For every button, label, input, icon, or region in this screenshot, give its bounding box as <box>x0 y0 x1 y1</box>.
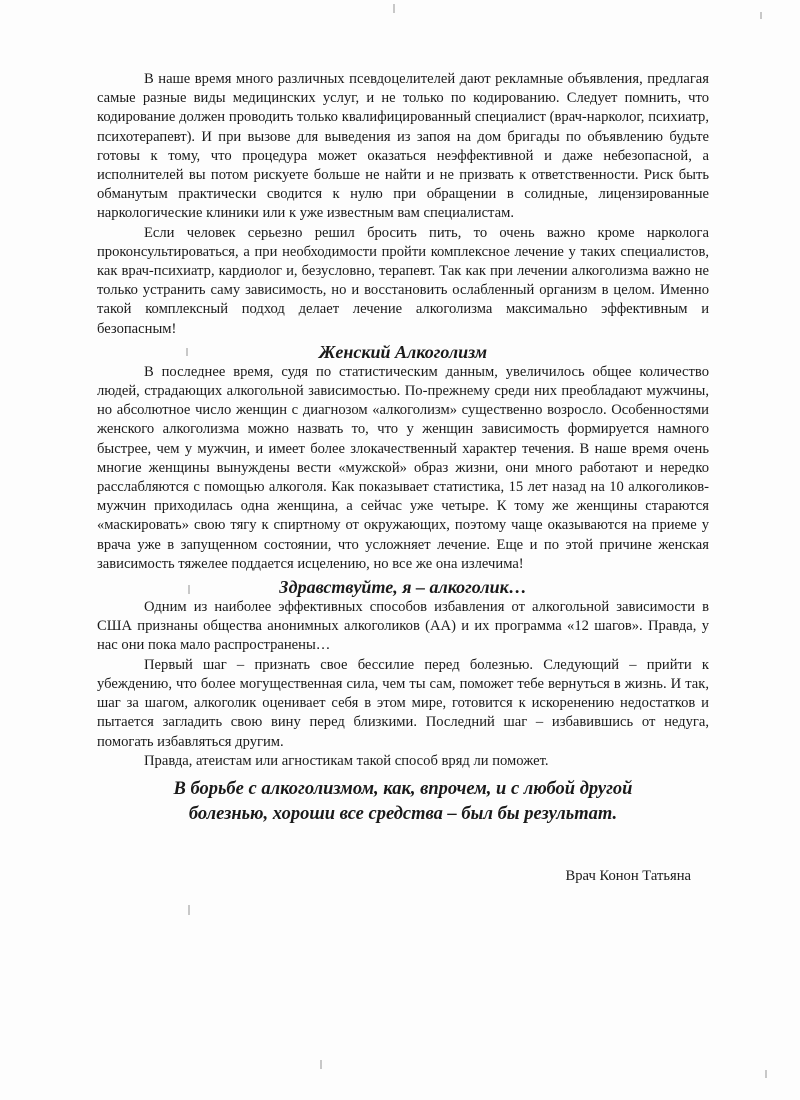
heading-women-alcoholism: Женский Алкоголизм <box>318 341 488 362</box>
scan-speck <box>188 905 190 915</box>
heading-aa: Здравствуйте, я – алкоголик… <box>279 577 527 598</box>
scan-speck <box>765 1070 767 1078</box>
author-signature: Врач Конон Татьяна <box>565 867 691 884</box>
paragraph-intro-1: В наше время много различных псевдоцелителей дают рекламные объявления, предлагая самые разные виды медицинских услуг, и не только по кодированию. Следует помнить, что кодирование должен проводить только квалифицированный специалист (врач-нарколог, психиатр, психотерапевт). И при вызове для выведения из запоя на дом бригады по объявлению будьте готовы к тому, что процедура может оказаться неэффективной и даже небезопасной, а исполнителей вы потом рискуете больше не найти и не призвать к ответственности. Риск быть обманутым практически сводится к нулю при обращении в солидные, лицензированные наркологические клиники или к уже известным вам специалистам. <box>97 71 709 222</box>
scan-speck <box>320 1060 322 1069</box>
conclusion-line-1: В борьбе с алкоголизмом, как, впрочем, и с любой другой <box>173 778 633 799</box>
conclusion-line-2: болезнью, хороши все средства – был бы результат. <box>188 803 618 824</box>
paragraph-aa-1: Одним из наиболее эффективных способов избавления от алкогольной зависимости в США признаны общества анонимных алкоголиков (АА) и их программа «12 шагов». Правда, у нас они пока мало распространены… <box>97 599 709 654</box>
scan-speck <box>760 12 762 19</box>
scan-speck <box>393 4 395 13</box>
conclusion <box>97 777 709 827</box>
paragraph-women: В последнее время, судя по статистическим данным, увеличилось общее количество людей, страдающих алкогольной зависимостью. По-прежнему среди них преобладают мужчины, но абсолютное число женщин с диагнозом «алкоголизм» существенно возросло. Особенностями женского алкоголизма можно назвать то, что у женщин зависимость формируется намного быстрее, чем у мужчин, и имеет более злокачественный характер течения. В наше время очень многие женщины вынуждены вести «мужской» образ жизни, они много работают и нередко расслабляются с помощью алкоголя. Как показывает статистика, 15 лет назад на 10 алкоголиков-мужчин приходилась одна женщина, а сейчас уже четыре. К тому же женщины стараются «маскировать» свою тягу к спиртному от окружающих, поэтому чаще оказываются на приеме у врача уже в запущенном состоянии, что усложняет лечение. Еще и по этой причине женская зависимость тяжелее поддается исцелению, но все же она излечима! <box>97 363 709 572</box>
paragraph-aa-2: Первый шаг – признать свое бессилие перед болезнью. Следующий – прийти к убеждению, что более могущественная сила, чем ты сам, поможет тебе вернуться в жизнь. И так, шаг за шагом, алкоголик оценивает себя в этом мире, готовится к искоренению недостатков и пытается загладить свою вину перед близкими. Последний шаг – избавившись от недуга, помогать избавляться другим. <box>97 656 709 750</box>
paragraph-aa-3: Правда, атеистам или агностикам такой способ вряд ли поможет. <box>144 752 549 769</box>
article-body <box>97 70 709 886</box>
paragraph-intro-2: Если человек серьезно решил бросить пить, то очень важно кроме нарколога проконсультироваться, а при необходимости пройти комплексное лечение у таких специалистов, как врач-психиатр, кардиолог и, безусловно, терапевт. Так как при лечении алкоголизма важно не только устранить саму зависимость, но и восстановить ослабленный организм в целом. Именно такой комплексный подход делает лечение алкоголизма максимально эффективным и безопасным! <box>97 224 709 337</box>
